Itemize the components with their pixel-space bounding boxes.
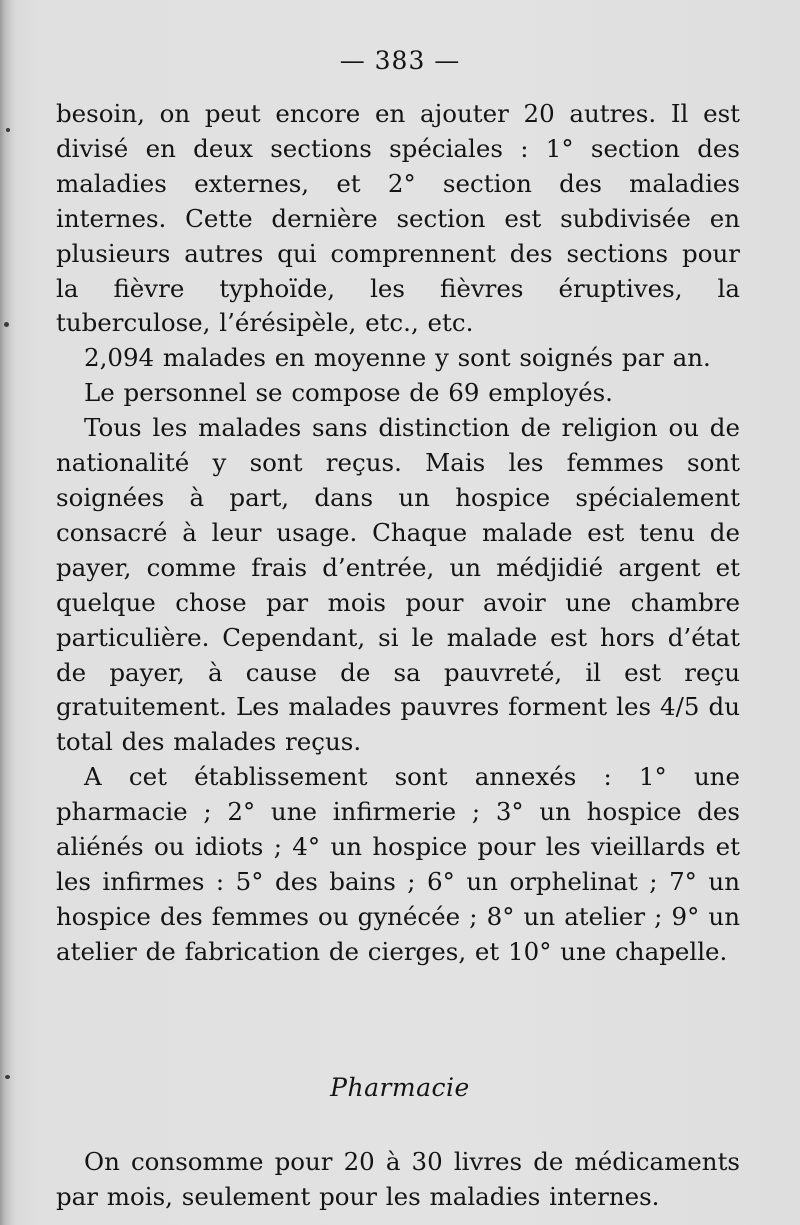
section-heading: Pharmacie (330, 1073, 470, 1102)
paper-speck (6, 128, 10, 132)
paragraph-staff: Le personnel se compose de 69 employés. (84, 378, 613, 408)
body-text (56, 97, 740, 970)
paragraph-continuation: besoin, on peut encore en ajouter 20 autres. Il est divisé en deux sections spéciales : 1° section des maladies externes, et 2° section des maladies internes. Cette dernière section est subdivisée en plusieurs autres qui comprennent des sections pour la fièvre typhoïde, les fièvres éruptives, la tuberculose, l’érésipèle, etc., etc. (56, 99, 740, 338)
paragraph-annexes: A cet établissement sont annexés : 1° une pharmacie ; 2° une infirmerie ; 3° un hospice des aliénés ou idiots ; 4° un hospice pour les vieillards et les infirmes : 5° des bains ; 6° un orphelinat ; 7° un hospice des femmes ou gynécée ; 8° un atelier ; 9° un atelier de fabrication de cierges, et 10° une chapelle. (56, 762, 740, 966)
paper-speck (4, 322, 9, 327)
binding-edge (0, 0, 16, 1225)
paragraph-patients-count: 2,094 malades en moyenne y sont soignés par an. (84, 343, 711, 373)
paragraph-admission: Tous les malades sans distinction de religion ou de nationalité y sont reçus. Mais les femmes sont soignées à part, dans un hospice spécialement consacré à leur usage. Chaque malade est tenu de payer, comme frais d’entrée, un médjidié argent et quelque chose par mois pour avoir une chambre particulière. Cependant, si le malade est hors d’état de payer, à cause de sa pauvreté, il est reçu gratuitement. Les malades pauvres forment les 4/5 du total des malades reçus. (56, 413, 740, 757)
section-body-text (56, 1145, 740, 1215)
page-number: — 383 — (339, 46, 461, 75)
paper-speck (5, 1075, 10, 1079)
paragraph-pharmacy: On consomme pour 20 à 30 livres de médicaments par mois, seulement pour les maladies internes. (56, 1147, 740, 1211)
